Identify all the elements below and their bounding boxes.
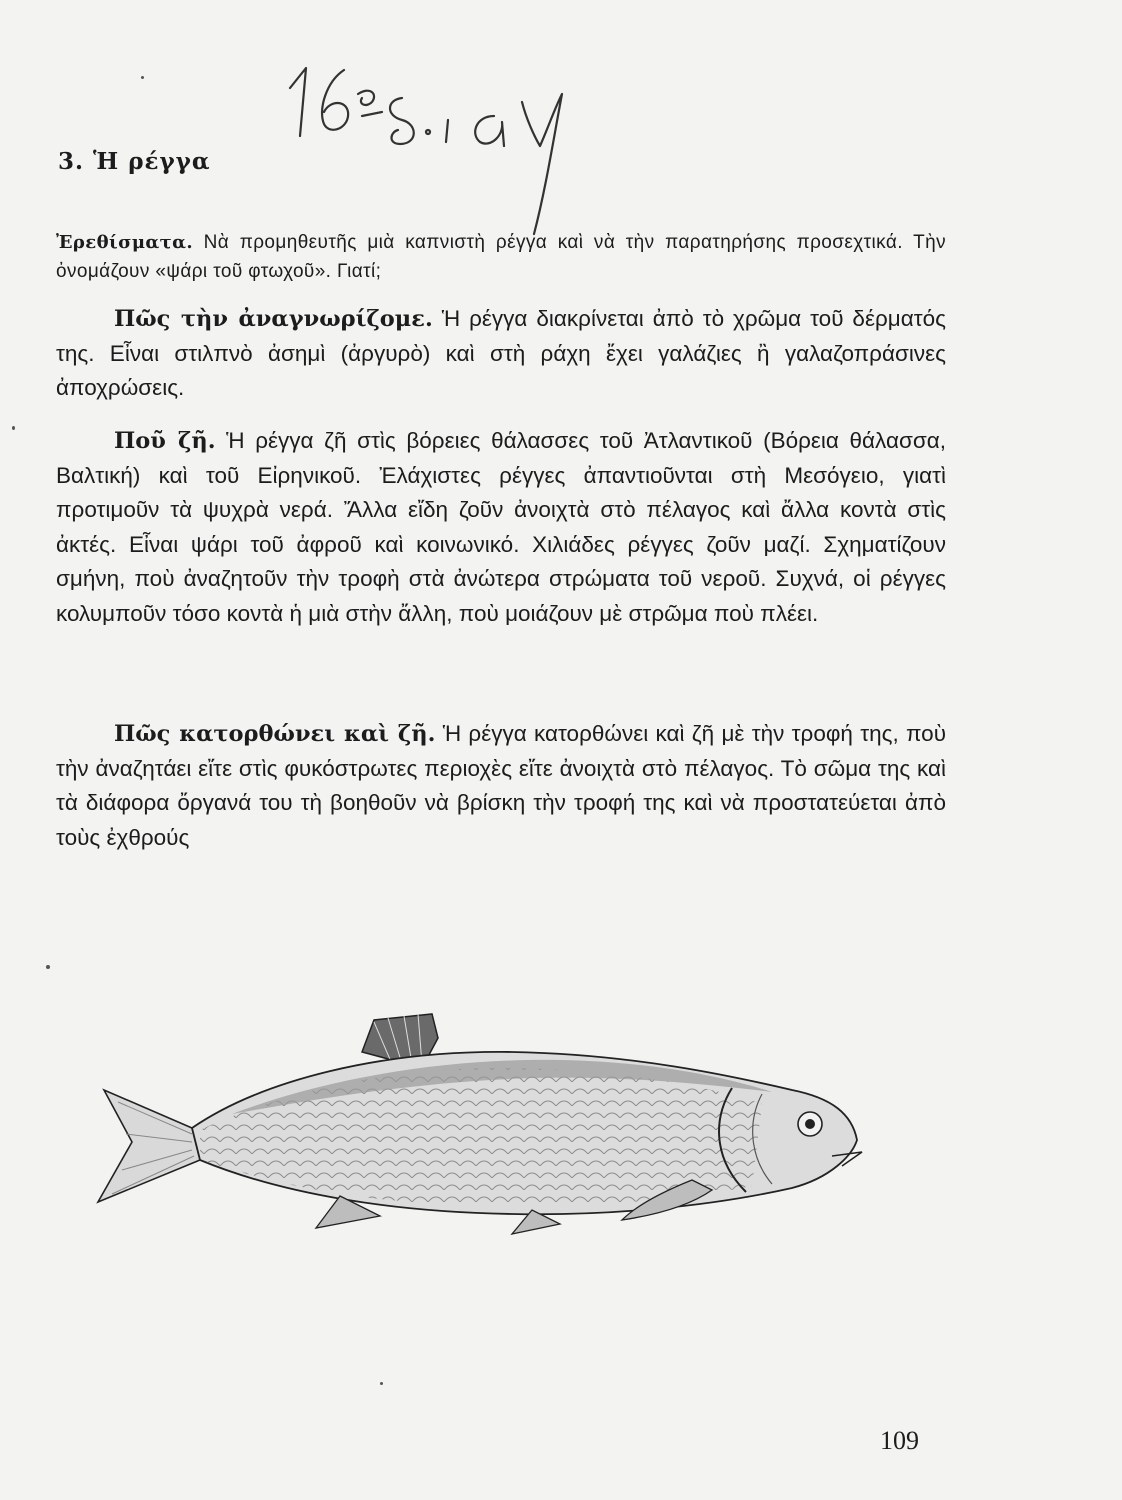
stimuli-paragraph <box>56 228 946 286</box>
print-speck <box>12 426 15 430</box>
paragraph-text: Ἡ ρέγγα κατορθώνει καὶ ζῆ μὲ τὴν τροφή της, ποὺ τὴν ἀναζητάει εἴτε στὶς φυκόστρωτες περιοχὲς εἴτε ἀνοιχτὰ στὸ πέλαγος. Τὸ σῶμα της καὶ τὰ διάφορα ὄργανά του τὴ βοηθοῦν νὰ βρίσκη τὴν τροφή της καὶ νὰ προστατεύεται ἀπὸ τοὺς ἐχθρούς <box>56 721 946 850</box>
paragraph-heading: Ποῦ ζῆ. <box>114 428 216 454</box>
herring-fish-icon <box>92 1010 882 1250</box>
print-speck <box>141 76 144 79</box>
paragraph-heading: Πῶς κατορθώνει καὶ ζῆ. <box>114 721 436 747</box>
stimuli-label: Ἐρεθίσματα. <box>56 232 194 253</box>
stimuli-text: Νὰ προμηθευτῆς μιὰ καπνιστὴ ρέγγα καὶ νὰ τὴν παρατηρήσης προσεχτικά. Τὴν ὀνομάζουν «ψάρι τοῦ φτωχοῦ». Γιατί; <box>56 232 946 282</box>
handwritten-annotation <box>278 58 608 248</box>
section-title: 3. Ἡ ρέγγα <box>58 148 211 175</box>
paragraph-recognition <box>56 302 946 406</box>
paragraph-habitat <box>56 424 946 631</box>
print-speck <box>46 965 50 969</box>
print-speck <box>380 1382 383 1385</box>
paragraph-heading: Πῶς τὴν ἀναγνωρίζομε. <box>114 306 433 332</box>
page-number: 109 <box>880 1426 919 1455</box>
paragraph-survival <box>56 717 946 855</box>
paragraph-text: Ἡ ρέγγα διακρίνεται ἀπὸ τὸ χρῶμα τοῦ δέρματός της. Εἶναι στιλπνὸ ἀσημὶ (ἀργυρὸ) καὶ στὴ ράχη ἔχει γαλάζιες ἢ γαλαζοπράσινες ἀποχρώσεις. <box>56 306 946 400</box>
paragraph-text: Ἡ ρέγγα ζῆ στὶς βόρειες θάλασσες τοῦ Ἀτλαντικοῦ (Βόρεια θάλασσα, Βαλτική) καὶ τοῦ Εἰρηνικοῦ. Ἐλάχιστες ρέγγες ἀπαντιοῦνται στὴ Μεσόγειο, γιατὶ προτιμοῦν τὰ ψυχρὰ νερά. Ἄλλα εἴδη ζοῦν ἀνοιχτὰ στὸ πέλαγος καὶ ἄλλα κοντὰ στὶς ἀκτές. Εἶναι ψάρι τοῦ ἀφροῦ καὶ κοινωνικό. Χιλιάδες ρέγγες ζοῦν μαζί. Σχηματίζουν σμήνη, ποὺ ἀναζητοῦν τὴν τροφὴ στὰ ἀνώτερα στρώματα τοῦ νεροῦ. Συχνά, οἱ ρέγγες κολυμποῦν τόσο κοντὰ ἡ μιὰ στὴν ἄλλη, ποὺ μοιάζουν μὲ στρῶμα ποὺ πλέει. <box>56 428 946 626</box>
